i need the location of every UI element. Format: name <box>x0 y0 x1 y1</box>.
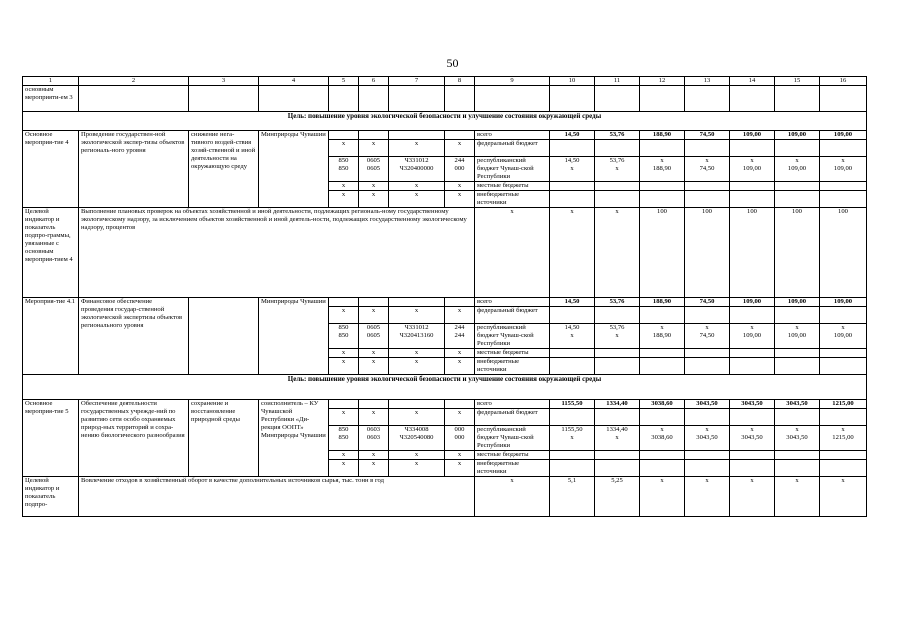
funding-source: внебюджетные источники <box>475 460 550 477</box>
funding-source: внебюджетные источники <box>475 191 550 208</box>
republic-value: x 109,00 <box>775 324 820 349</box>
indicator-value: x <box>475 477 550 517</box>
csr-cell: x <box>389 349 445 358</box>
col-num: 3 <box>189 77 259 86</box>
vr-cell: x <box>445 409 475 426</box>
rz-cell: x <box>359 191 389 208</box>
indicator-row <box>23 208 867 298</box>
vr-cell: x <box>445 349 475 358</box>
vr-cell: x <box>445 358 475 375</box>
funding-source: местные бюджеты <box>475 182 550 191</box>
republic-value: x 3043,50 <box>775 426 820 451</box>
funding-source: республиканский бюджет Чуваш-ской Республики <box>475 426 550 451</box>
activity-result: сохранение и восстановление природной среды <box>189 400 259 477</box>
goal-text: Цель: повышение уровня экологической безопасности и улучшение состояния окружающей среды <box>23 112 867 131</box>
indicator-name: Целевой индикатор и показатель подпро- <box>23 477 79 517</box>
indicator-row <box>23 477 867 517</box>
csr-cell: x <box>389 182 445 191</box>
rz-cell: x <box>359 307 389 324</box>
republic-value: x 109,00 <box>730 324 775 349</box>
funding-source: федеральный бюджет <box>475 140 550 157</box>
col-num: 13 <box>685 77 730 86</box>
table-row <box>23 400 867 409</box>
republic-value: x 109,00 <box>820 324 867 349</box>
activity-title: Проведение государствен-ной экологической экспер-тизы объектов региональ-ного уровня <box>79 131 189 208</box>
rz-cell: x <box>359 358 389 375</box>
vr-cell: x <box>445 140 475 157</box>
total-value: 14,50 <box>550 298 595 307</box>
republic-value: x 188,90 <box>640 157 685 182</box>
total-value: 109,00 <box>730 298 775 307</box>
page-number: 50 <box>446 56 459 70</box>
col-num: 1 <box>23 77 79 86</box>
col-num: 12 <box>640 77 685 86</box>
table-row <box>23 298 867 307</box>
rz-cell: 0605 0605 <box>359 157 389 182</box>
republic-value: x 74,50 <box>685 324 730 349</box>
total-value: 3043,50 <box>685 400 730 409</box>
indicator-text: Вовлечение отходов в хозяйственный оборот в качестве дополнительных источников сырья, тыс. тонн в год <box>79 477 475 517</box>
grbs-cell: x <box>329 182 359 191</box>
grbs-cell: 850 850 <box>329 324 359 349</box>
col-num: 15 <box>775 77 820 86</box>
goal-row <box>23 112 867 131</box>
vr-cell: x <box>445 191 475 208</box>
republic-value: 1334,40 x <box>595 426 640 451</box>
indicator-value: 5,25 <box>595 477 640 517</box>
total-value: 109,00 <box>820 298 867 307</box>
total-value: 14,50 <box>550 131 595 140</box>
republic-value: 14,50 x <box>550 324 595 349</box>
vr-cell: x <box>445 460 475 477</box>
grbs-cell: x <box>329 409 359 426</box>
indicator-value: x <box>820 477 867 517</box>
indicator-value: x <box>550 208 595 298</box>
republic-value: 1155,50 x <box>550 426 595 451</box>
republic-value: x 188,90 <box>640 324 685 349</box>
republic-value: x 3043,50 <box>685 426 730 451</box>
csr-cell: x <box>389 409 445 426</box>
total-value: 3043,50 <box>730 400 775 409</box>
indicator-name: Целевой индикатор и показатель подпро-граммы, увязанные с основным мероприя-тием 4 <box>23 208 79 298</box>
activity-executor: Минприроды Чувашии <box>259 298 329 375</box>
col-num: 10 <box>550 77 595 86</box>
funding-source: федеральный бюджет <box>475 307 550 324</box>
grbs-cell: x <box>329 349 359 358</box>
rz-cell: x <box>359 409 389 426</box>
total-value: 109,00 <box>820 131 867 140</box>
total-value: 3043,50 <box>775 400 820 409</box>
csr-cell: Ч331012 Ч320413160 <box>389 324 445 349</box>
col-num: 9 <box>475 77 550 86</box>
col-num: 14 <box>730 77 775 86</box>
table-row <box>23 131 867 140</box>
funding-source: всего <box>475 298 550 307</box>
grbs-cell: x <box>329 451 359 460</box>
republic-value: 14,50 x <box>550 157 595 182</box>
indicator-value: 100 <box>685 208 730 298</box>
grbs-cell: x <box>329 140 359 157</box>
funding-source: всего <box>475 131 550 140</box>
csr-cell: Ч334008 Ч320540080 <box>389 426 445 451</box>
total-value: 74,50 <box>685 131 730 140</box>
col-num: 6 <box>359 77 389 86</box>
total-value: 109,00 <box>730 131 775 140</box>
funding-source: всего <box>475 400 550 409</box>
column-number-row <box>23 77 867 86</box>
col-num: 8 <box>445 77 475 86</box>
total-value: 188,90 <box>640 298 685 307</box>
grbs-cell: x <box>329 191 359 208</box>
indicator-value: 100 <box>640 208 685 298</box>
republic-value: 53,76 x <box>595 324 640 349</box>
indicator-text: Выполнение плановых проверок на объектах хозяйственной и иной деятельности, подлежащих региональ-ному государственному экологическому надзору, за исключением объектов хозяйственной и иной деятель-ности, подлежащих государственному экологическому надзору, процентов <box>79 208 475 298</box>
activity-executor: соисполнитель – КУ Чувашской Республики «Ди-рекция ООПТ» Минприроды Чувашии <box>259 400 329 477</box>
col-num: 11 <box>595 77 640 86</box>
rz-cell: x <box>359 349 389 358</box>
indicator-value: 5,1 <box>550 477 595 517</box>
col-num: 2 <box>79 77 189 86</box>
total-value: 109,00 <box>775 298 820 307</box>
csr-cell: x <box>389 460 445 477</box>
col-num: 16 <box>820 77 867 86</box>
goal-row <box>23 375 867 400</box>
republic-value: x 3038,60 <box>640 426 685 451</box>
funding-source: республиканский бюджет Чуваш-ской Республики <box>475 324 550 349</box>
csr-cell: x <box>389 358 445 375</box>
total-value: 1334,40 <box>595 400 640 409</box>
col-num: 5 <box>329 77 359 86</box>
activity-title: Обеспечение деятельности государственных учрежде-ний по развитию сети особо охраняемых природ-ных территорий и сохра-нению биологического разнообразия <box>79 400 189 477</box>
funding-source: внебюджетные источники <box>475 358 550 375</box>
indicator-value: x <box>640 477 685 517</box>
rz-cell: 0603 0603 <box>359 426 389 451</box>
indicator-value: x <box>685 477 730 517</box>
total-value: 188,90 <box>640 131 685 140</box>
csr-cell: Ч331012 Ч320400000 <box>389 157 445 182</box>
funding-source: местные бюджеты <box>475 349 550 358</box>
republic-value: x 109,00 <box>775 157 820 182</box>
republic-value: x 109,00 <box>730 157 775 182</box>
grbs-cell: x <box>329 307 359 324</box>
republic-value: x 1215,00 <box>820 426 867 451</box>
grbs-cell: 850 850 <box>329 426 359 451</box>
vr-cell: x <box>445 182 475 191</box>
funding-source: республиканский бюджет Чуваш-ской Республики <box>475 157 550 182</box>
rz-cell: 0605 0605 <box>359 324 389 349</box>
vr-cell: 244 244 <box>445 324 475 349</box>
vr-cell: 244 000 <box>445 157 475 182</box>
activity-name: Основное мероприя-тие 5 <box>23 400 79 477</box>
total-value: 109,00 <box>775 131 820 140</box>
indicator-value: 100 <box>775 208 820 298</box>
total-value: 1215,00 <box>820 400 867 409</box>
vr-cell: x <box>445 451 475 460</box>
csr-cell: x <box>389 451 445 460</box>
indicator-value: x <box>730 477 775 517</box>
csr-cell: x <box>389 140 445 157</box>
total-value: 1155,50 <box>550 400 595 409</box>
rz-cell: x <box>359 451 389 460</box>
indicator-value: x <box>595 208 640 298</box>
funding-source: местные бюджеты <box>475 451 550 460</box>
total-value: 53,76 <box>595 131 640 140</box>
goal-text: Цель: повышение уровня экологической безопасности и улучшение состояния окружающей среды <box>23 375 867 400</box>
grbs-cell: x <box>329 460 359 477</box>
republic-value: x 3043,50 <box>730 426 775 451</box>
republic-value: 53,76 x <box>595 157 640 182</box>
col-num: 4 <box>259 77 329 86</box>
total-value: 53,76 <box>595 298 640 307</box>
csr-cell: x <box>389 307 445 324</box>
col-num: 7 <box>389 77 445 86</box>
grbs-cell: 850 850 <box>329 157 359 182</box>
indicator-value: x <box>775 477 820 517</box>
indicator-value: 100 <box>730 208 775 298</box>
republic-value: x 74,50 <box>685 157 730 182</box>
grbs-cell: x <box>329 358 359 375</box>
activity-title: Финансовое обеспечение проведения государ-ственной экологической экспертизы объектов регионального уровня <box>79 298 189 375</box>
indicator-value: x <box>475 208 550 298</box>
total-value: 74,50 <box>685 298 730 307</box>
budget-table <box>22 76 867 517</box>
total-value: 3038,60 <box>640 400 685 409</box>
rz-cell: x <box>359 182 389 191</box>
row-label: основным мероприяти-ем 3 <box>23 86 79 112</box>
activity-executor: Минприроды Чувашии <box>259 131 329 208</box>
table-row <box>23 86 867 112</box>
activity-name: Мероприя-тие 4.1 <box>23 298 79 375</box>
republic-value: x 109,00 <box>820 157 867 182</box>
funding-source: федеральный бюджет <box>475 409 550 426</box>
indicator-value: 100 <box>820 208 867 298</box>
rz-cell: x <box>359 460 389 477</box>
activity-name: Основное мероприя-тие 4 <box>23 131 79 208</box>
activity-result: снижение нега-тивного воздей-ствия хозяй-ственной и иной деятельности на окружающую среду <box>189 131 259 208</box>
vr-cell: x <box>445 307 475 324</box>
vr-cell: 000 000 <box>445 426 475 451</box>
rz-cell: x <box>359 140 389 157</box>
csr-cell: x <box>389 191 445 208</box>
